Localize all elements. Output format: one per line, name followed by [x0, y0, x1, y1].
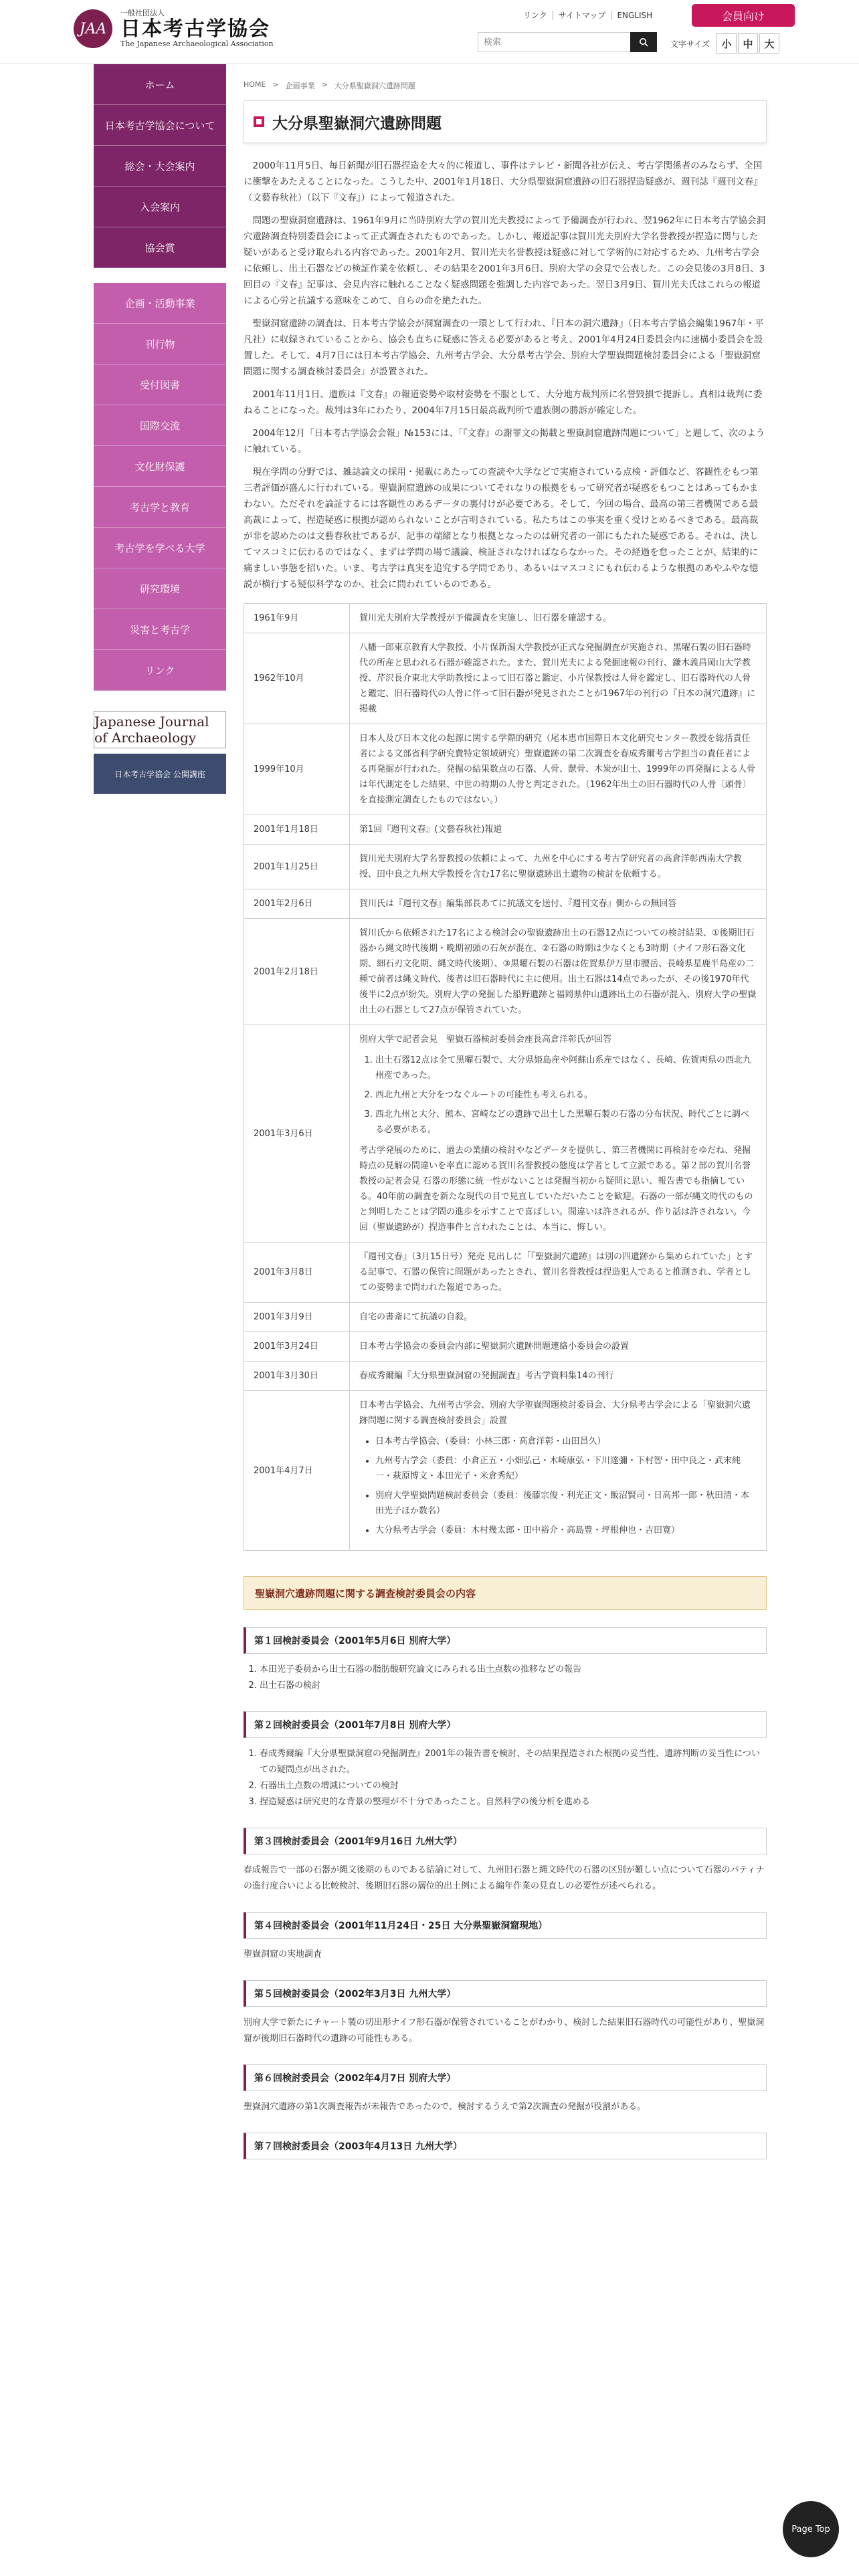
breadcrumb — [244, 80, 767, 91]
list-item: 1. 出土石器12点は全て黒曜石製で、大分県姫島産や阿蘇山系産ではなく、長崎、佐賀両県の西北九州産であった。 — [375, 1053, 757, 1083]
nav-research[interactable]: 研究環境 — [94, 568, 226, 609]
row-text: 日本考古学協会の委員会内部に聖嶽洞穴遺跡問題連絡小委員会の設置 — [350, 1332, 767, 1362]
row-date: 2001年1月25日 — [244, 845, 350, 889]
meeting-heading: 第３回検討委員会（2001年9月16日 九州大学） — [244, 1828, 767, 1854]
logo-en: The Japanese Archaeological Association — [120, 39, 274, 48]
table-row — [244, 724, 767, 815]
row-date: 2001年3月9日 — [244, 1303, 350, 1332]
font-size-label: 文字サイズ — [670, 39, 710, 49]
journal-banner[interactable]: Japanese Journal of Archaeology — [94, 711, 226, 748]
link-sitemap[interactable]: サイトマップ — [553, 11, 612, 20]
nav-about[interactable]: 日本考古学協会について — [94, 105, 226, 146]
breadcrumb-home[interactable]: HOME — [244, 80, 266, 89]
search-input[interactable] — [478, 33, 630, 51]
link-links[interactable]: リンク — [518, 11, 553, 20]
row-date: 2001年4月7日 — [244, 1391, 350, 1551]
row-text — [350, 1025, 767, 1243]
table-row — [244, 604, 767, 633]
meeting-heading: 第１回検討委員会（2001年5月6日 別府大学） — [244, 1627, 767, 1654]
nav-join[interactable]: 入会案内 — [94, 187, 226, 227]
meeting-heading: 第６回検討委員会（2002年4月7日 別府大学） — [244, 2064, 767, 2091]
row-text: 賀川氏から依頼された17名による検討会の聖嶽遺跡出土の石器12点についての検討結果、①後期旧石器から縄文時代後期・晩期初頭の石灰が混在、②石器の時期は少なくとも3時期（ナイフ形石器文化期、細石刃文化期、縄文時代後期）、③黒曜石製の石器は佐賀県伊万里市腰岳、長崎県星鹿半島産の二種で前者は縄文時代、後者は旧石器時代に主に使用。出土石器は14点であったが、その後1970年代後半に2点が紛失。別府大学の発掘した船野遺跡と福岡県仲山遺跡出土の石器が混入、別府大学の聖嶽出土の石器として27点が保管されていた。 — [350, 919, 767, 1025]
row-text: 賀川光夫別府大学教授が予備調査を実施し、旧石器を確認する。 — [350, 604, 767, 633]
section-heading: 聖嶽洞穴遺跡問題に関する調査検討委員会の内容 — [244, 1576, 767, 1610]
row-text: 第1回『週刊文春』(文藝春秋社)報道 — [350, 815, 767, 845]
table-row — [244, 815, 767, 845]
font-size-medium[interactable]: 中 — [738, 33, 758, 53]
meeting-heading: 第５回検討委員会（2002年3月3日 九州大学） — [244, 1980, 767, 2007]
table-row — [244, 1303, 767, 1332]
table-row — [244, 1243, 767, 1303]
table-row — [244, 1362, 767, 1391]
row-date: 2001年1月18日 — [244, 815, 350, 845]
row-text: 春成秀爾編『大分県聖嶽洞窟の発掘調査』考古学資料集14の刊行 — [350, 1362, 767, 1391]
row-date: 2001年2月6日 — [244, 889, 350, 919]
row-text: 日本人及び日本文化の起源に関する学際的研究（尾本恵市国際日本文化研究センター教授を総括責任者による文部省科学研究費特定領域研究）聖嶽遺跡の第二次調査を春成秀爾考古学担当の責任者による再発掘が行われた。発掘の結果数点の石器、人骨、獣骨、木炭が出土、1999年の再発掘による人骨は年代測定をした結果、中世の時期の人骨と判定された。（1962年出土の旧石器時代の人骨〔頭骨〕を直接測定調査したものではない。） — [350, 724, 767, 815]
nav-home[interactable]: ホーム — [94, 64, 226, 105]
breadcrumb-sep: > — [272, 80, 279, 89]
row-date: 2001年3月24日 — [244, 1332, 350, 1362]
nav-meetings[interactable]: 総会・大会案内 — [94, 146, 226, 187]
search-box — [478, 32, 657, 52]
row-text-lead: 別府大学で記者会見 聖嶽石器検討委員会座長高倉洋彰氏が回答 — [359, 1035, 612, 1045]
member-button[interactable]: 会員向け — [692, 4, 795, 27]
row-text: 『週刊文春』（3月15日号）発売 見出しに「『聖嶽洞穴遺跡』は別の四遺跡から集められていた」とする記事で、石器の保管に問題があったとされ、賀川名誉教授は捏造犯人であると推測され、学者としての姿勢まで問われた報道であった。 — [350, 1243, 767, 1303]
logo-title: 日本考古学協会 — [120, 17, 270, 41]
list-item: 1. 本田光子委員から出土石器の脂肪酸研究論文にみられる出土点数の推移などの報告 — [260, 1662, 767, 1678]
row-text-comment: 考古学発展のために、過去の業績の検討やなどデータを提供し、第三者機関に再検討をゆだね、発掘時点の見解の間違いを率直に認める賀川名誉教授の態度は学者として立派である。第２部の賀川名誉教授の記者会見 石器の形態に統一性がないことは発掘当初から疑問に思い、報告書でも指摘している。40年前の調査を新たな現代の目で見直していただいたことを歓迎。石器の一部が縄文時代のものと判明したことは学問の進歩を示すことで喜ばしい。間違いは許されるが、作り話は許されない。今回（聖嶽遺跡が）捏造事件と言われたことは、本当に、悔しい。 — [359, 1146, 753, 1232]
main-content — [244, 64, 767, 2159]
nav-disaster[interactable]: 災害と考古学 — [94, 609, 226, 650]
font-size-small[interactable]: 小 — [717, 33, 737, 53]
row-date: 2001年2月18日 — [244, 919, 350, 1025]
list-item: • 日本考古学協会、（委員：小林三郎・高倉洋彰・山田昌久） — [375, 1434, 757, 1449]
nav-universities[interactable]: 考古学を学べる大学 — [94, 528, 226, 568]
row-text — [350, 1391, 767, 1551]
list-item: 3. 西北九州と大分、熊本、宮崎などの遺跡で出土した黒曜石製の石器の分布状況、時代ごとに調べる必要がある。 — [375, 1107, 757, 1138]
page-top-button[interactable]: Page Top — [783, 2501, 839, 2557]
row-text: 賀川光夫別府大学名誉教授の依頼によって、九州を中心にする考古学研究者の高倉洋彰西南大学教授、田中良之九州大学教授を含む17名に聖嶽遺跡出土遺物の検討を依頼する。 — [350, 845, 767, 889]
chronology-table — [244, 603, 767, 1551]
row-date: 2001年3月8日 — [244, 1243, 350, 1303]
intro-paragraph: 問題の聖嶽洞窟遺跡は、1961年9月に当時別府大学の賀川光夫教授によって予備調査が行われ、翌1962年に日本考古学協会洞穴遺跡調査特別委員会によって正式調査されたものであった。しかし、報道記事は賀川光夫別府大学名誉教授が捏造に関与した疑いがあると受け取られる内容であった。2001年2月、賀川光夫名誉教授は疑惑に対して学術的に対応するため、九州考古学会に依頼し、出土石器などの検証作業を依頼し、その結果を2001年3月6日、別府大学の会見で公表した。この会見後の3月8日、3回目の『文春』記事は、会見内容に触れることなく疑惑問題を強調した内容であった。翌日3月9日、賀川光夫氏はこれらの報道による心労と抗議する意味をこめて、自らの命を絶たれた。 — [244, 215, 766, 306]
list-item: • 大分県考古学会（委員：木村幾太郎・田中裕介・高島豊・坪根伸也・吉田寛） — [375, 1523, 757, 1538]
findings-list — [375, 1053, 757, 1138]
row-text: 八幡一郎東京教育大学教授、小片保新潟大学教授が正式な発掘調査が実施され、黒曜石製の旧石器時代の所産と思われる石器が確認された。また、賀川光夫による発掘速報の刊行、鎌木義昌岡山大学教授、芹沢長介東北大学助教授によって旧石器と鑑定、小片保教授は人骨を鑑定し、旧石器時代の人骨と鑑定、旧石器時代の人骨に伴って旧石器が発見されたことが1967年の刊行の『日本の洞穴遺跡』に掲載 — [350, 633, 767, 724]
logo-mark: JAA — [74, 9, 112, 48]
intro-paragraph: 2000年11月5日、毎日新聞が旧石器捏造を大々的に報道し、事件はテレビ・新聞各社が伝え、考古学関係者のみならず、全国に衝撃をあたえることになった。こうした中、2001年1月18日、大分県聖嶽洞窟遺跡の旧石器捏造疑惑が、週刊誌『週刊文春』（文藝春秋社）（以下『文春』）によって報道された。 — [244, 160, 763, 203]
meeting-text: 聖嶽洞穴遺跡の第1次調査報告が未報告であったので、検討するうえで第2次調査の発掘が役割がある。 — [244, 2102, 646, 2112]
lecture-banner[interactable]: 日本考古学協会 公開講座 — [94, 754, 226, 794]
logo-small: 一般社団法人 — [120, 9, 165, 18]
table-row — [244, 1025, 767, 1243]
meeting-heading: 第７回検討委員会（2003年4月13日 九州大学） — [244, 2133, 767, 2159]
nav-heritage[interactable]: 文化財保護 — [94, 446, 226, 487]
table-row — [244, 919, 767, 1025]
meeting-heading: 第２回検討委員会（2001年7月8日 別府大学） — [244, 1711, 767, 1738]
intro-paragraph: 聖嶽洞窟遺跡の調査は、日本考古学協会が洞窟調査の一環として行われ、『日本の洞穴遺跡』（日本考古学協会編集1967年・平凡社）に収録されていることから、協会も直ちに疑惑に答える必要があると考え、2001年4月24日委員会内に速構小委員会を設置した。そして、4月7日には日本考古学協会、九州考古学会、大分県考古学会、別府大学聖嶽問題検討委員会による「聖嶽洞窟問題に関する調査検討委員会」が設置された。 — [244, 318, 764, 377]
nav-links[interactable]: リンク — [94, 650, 226, 691]
meeting-text: 聖嶽洞窟の実地調査 — [244, 1949, 322, 1959]
meeting-text: 春成報告で一部の石器が縄文後期のものである結論に対して、九州旧石器と縄文時代の石器の区別が難しい点について石器のパティナの進行度合いによる比較検討、後期旧石器の層位的出土例による編年作業の見直しの必要性が述べられる。 — [244, 1865, 765, 1891]
list-item: • 九州考古学会（委員：小倉正五・小畑弘己・木崎康弘・下川達彌・下村智・田中良之・武末純一・萩原博文・本田光子・米倉秀紀） — [375, 1453, 757, 1484]
breadcrumb-current: 大分県聖嶽洞穴遺跡問題 — [334, 82, 415, 90]
logo-text — [120, 9, 274, 47]
page-title-box — [244, 100, 767, 143]
list-item: 2. 西北九州と大分をつなぐルートの可能性も考えられる。 — [375, 1087, 757, 1103]
row-text: 自宅の書斎にて抗議の自殺。 — [350, 1303, 767, 1332]
meeting-list — [260, 1662, 767, 1694]
row-date: 1962年10月 — [244, 633, 350, 724]
list-item: • 別府大学聖嶽問題検討委員会（委員：後藤宗俊・利光正文・飯沼賢司・日高邦一郎・秋田清・本田光子ほか数名） — [375, 1488, 757, 1519]
intro-paragraph: 現在学問の分野では、雑誌論文の採用・掲載にあたっての査読や大学などで実施されている点検・評価など、客観性をもつ第三者評価が盛んに行われている。聖嶽洞窟遺跡の成果についてそれなりの根拠をもって研究者が疑惑をもつことはあってもかまわない。ただそれを論証するには客観性のあるデータの裏付けが必要である。そして、今回の場合、最高の第三者機関である最高裁によって、捏造疑惑に根拠が認められないことが言明されている。私たちはこの事実を重く受けとめるべきである。最高裁が非を認めたのは文藝春秋社であるが、記事の端緒となり根拠となったのは研究者の一部にもたれた疑惑である。それは、決してマスコミに伝わるのではなく、まずは学問の場で議論、検証されなければならなかった。その経過を怠ったことが、結果的に痛ましい事態を招いた。いま、考古学は真実を追究する学問であり、あるいはマスコミにもれ伝わるような根拠のあやふやな憶説が横行する疑似科学なのか、社会に問われているのである。 — [244, 467, 759, 590]
meeting-heading: 第４回検討委員会（2001年11月24日・25日 大分県聖嶽洞窟現地） — [244, 1912, 767, 1939]
title-square-icon — [254, 116, 264, 127]
intro-paragraph: 2001年11月1日、遺族は『文春』の報道姿勢や取材姿勢を不服として、大分地方裁判所に名誉毀損で提訴し、真相は裁判に委ねることになった。裁判は3年にわたり、2004年7月15日最高裁判所で遺族側の勝訴が確定した。 — [244, 389, 763, 416]
table-row — [244, 633, 767, 724]
committee-list — [375, 1434, 757, 1538]
search-button[interactable] — [630, 32, 657, 52]
row-text-lead: 日本考古学協会、九州考古学会、別府大学聖嶽問題検討委員会、大分県考古学会による「聖嶽洞穴遺跡問題に関する調査検討委員会」設置 — [359, 1400, 751, 1426]
table-row — [244, 845, 767, 889]
table-row — [244, 889, 767, 919]
breadcrumb-sep: > — [321, 80, 328, 89]
nav-gap — [94, 268, 226, 283]
table-row — [244, 1332, 767, 1362]
meeting-text: 別府大学で新たにチャート製の切出形ナイフ形石器が保管されていることがわかり、検討した結果旧石器時代の可能性があり、聖嶽洞窟が後期旧石器時代の遺跡の可能性もある。 — [244, 2018, 765, 2044]
nav-education[interactable]: 考古学と教育 — [94, 487, 226, 528]
row-date: 1999年10月 — [244, 724, 350, 815]
font-size-large[interactable]: 大 — [759, 33, 779, 53]
top-links — [518, 11, 658, 20]
nav-projects[interactable]: 企画・活動事業 — [94, 283, 226, 324]
list-item: 2. 出土石器の検討 — [260, 1678, 767, 1694]
list-item: 1. 春成秀爾編『大分県聖嶽洞窟の発掘調査』2001年の報告書を検討、その結果捏造された根拠の妥当性、遺跡判断の妥当性についての疑問点が出された。 — [260, 1746, 767, 1778]
breadcrumb-projects[interactable]: 企画事業 — [285, 82, 315, 90]
link-english[interactable]: ENGLISH — [617, 11, 653, 20]
nav-received-books[interactable]: 受付図書 — [94, 364, 226, 405]
intro-paragraph: 2004年12月「日本考古学協会会報」№153には、「『文春』の謝罪文の掲載と聖嶽洞窟遺跡問題について」と題して、次のように触れている。 — [244, 428, 765, 455]
nav-publications[interactable]: 刊行物 — [94, 324, 226, 364]
sidebar — [94, 64, 226, 794]
page-title: 大分県聖嶽洞穴遺跡問題 — [272, 114, 442, 132]
meeting-list — [260, 1746, 767, 1810]
nav-award[interactable]: 協会賞 — [94, 227, 226, 268]
search-icon — [639, 37, 648, 47]
font-size-control — [670, 33, 779, 53]
site-header — [0, 0, 859, 64]
row-date: 2001年3月6日 — [244, 1025, 350, 1243]
row-text: 賀川氏は『週刊文春』編集部長あてに抗議文を送付、『週刊文春』側からの無回答 — [350, 889, 767, 919]
row-date: 1961年9月 — [244, 604, 350, 633]
list-item: 2. 石器出土点数の増減についての検討 — [260, 1778, 767, 1794]
list-item: 3. 捏造疑惑は研究史的な背景の整理が不十分であったこと。自然科学の後分析を進める — [260, 1794, 767, 1810]
table-row — [244, 1391, 767, 1551]
row-date: 2001年3月30日 — [244, 1362, 350, 1391]
nav-international[interactable]: 国際交流 — [94, 405, 226, 446]
site-logo[interactable] — [74, 9, 274, 48]
